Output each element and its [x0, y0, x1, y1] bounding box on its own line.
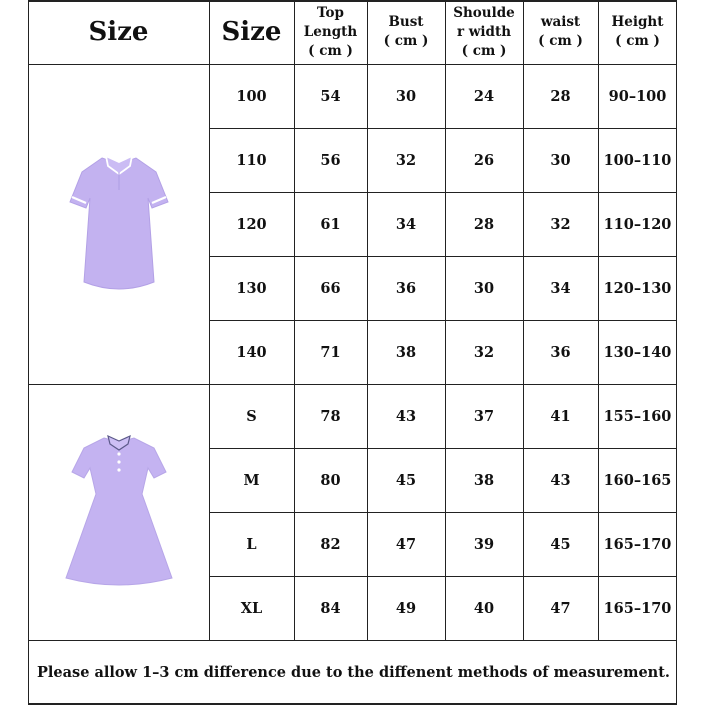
top-length-header-line3: ( cm ) [308, 42, 353, 59]
grid-line-horizontal [209, 512, 677, 513]
waist-cell: 30 [550, 151, 571, 169]
waist-cell: 32 [550, 215, 571, 233]
waist-cell: 34 [550, 279, 571, 297]
bust-cell: 30 [395, 87, 417, 105]
shoulder-cell: 37 [473, 407, 495, 425]
size-cell: L [246, 535, 257, 553]
waist-header-line1: waist [540, 14, 581, 30]
grid-line-horizontal [209, 192, 677, 193]
grid-line-vertical [28, 0, 29, 705]
size-cell: 130 [236, 279, 267, 297]
top-length-cell: 80 [320, 471, 341, 489]
bust-header-line1: Bust [388, 14, 424, 30]
grid-line-horizontal [209, 320, 677, 321]
bust-cell: 34 [395, 215, 417, 233]
grid-line-horizontal [28, 0, 677, 2]
top-length-cell: 56 [320, 151, 341, 169]
size-cell: 110 [236, 151, 267, 169]
shoulder-cell: 39 [473, 535, 495, 553]
waist-cell: 45 [550, 535, 571, 553]
waist-header [523, 0, 598, 64]
height-cell: 160–165 [603, 471, 672, 489]
waist-cell: 47 [550, 599, 571, 617]
grid-line-horizontal [209, 128, 677, 129]
height-cell: 100–110 [603, 151, 672, 169]
height-header-line2: ( cm ) [615, 33, 660, 49]
bust-cell: 43 [395, 407, 417, 425]
height-header-line1: Height [611, 14, 664, 30]
height-cell: 120–130 [603, 279, 672, 297]
top-length-cell: 84 [320, 599, 341, 617]
height-cell: 165–170 [603, 599, 672, 617]
grid-line-horizontal [209, 448, 677, 449]
top-length-cell: 78 [320, 407, 341, 425]
lavender-polo-skater-dress-icon [62, 432, 176, 588]
bust-cell: 38 [395, 343, 417, 361]
shoulder-cell: 38 [473, 471, 495, 489]
size-cell: M [243, 471, 260, 489]
shoulder-cell: 40 [473, 599, 495, 617]
grid-line-vertical [523, 0, 524, 640]
top-length-header-line2: Length [303, 23, 358, 40]
height-cell: 110–120 [603, 215, 672, 233]
grid-line-horizontal [209, 256, 677, 257]
waist-cell: 41 [550, 407, 571, 425]
height-cell: 90–100 [608, 87, 667, 105]
grid-line-vertical [445, 0, 446, 640]
top-length-cell: 66 [320, 279, 341, 297]
grid-line-horizontal [209, 576, 677, 577]
grid-line-vertical [676, 0, 677, 705]
shoulder-cell: 24 [473, 87, 495, 105]
shoulder-header-line1: Shoulde [453, 4, 515, 21]
size-cell: 120 [236, 215, 267, 233]
height-header [598, 0, 677, 64]
bust-header [367, 0, 445, 64]
shoulder-header-line2: r width [456, 23, 512, 40]
shoulder-width-header [445, 0, 523, 64]
shoulder-cell: 26 [473, 151, 495, 169]
shoulder-cell: 30 [473, 279, 495, 297]
size-header-right: Size [221, 17, 282, 47]
size-cell: S [246, 407, 257, 425]
size-header-left: Size [88, 17, 149, 47]
grid-line-vertical [367, 0, 368, 640]
top-length-cell: 82 [320, 535, 341, 553]
waist-cell: 36 [550, 343, 571, 361]
shoulder-cell: 28 [473, 215, 495, 233]
top-length-cell: 61 [320, 215, 341, 233]
grid-line-vertical [598, 0, 599, 640]
size-chart [28, 0, 677, 705]
shoulder-cell: 32 [473, 343, 495, 361]
bust-cell: 45 [395, 471, 417, 489]
bust-cell: 32 [395, 151, 417, 169]
grid-line-vertical [209, 0, 210, 640]
measurement-footnote: Please allow 1–3 cm difference due to the diffenent methods of measurement. [37, 663, 670, 681]
height-cell: 155–160 [603, 407, 672, 425]
shoulder-header-line3: ( cm ) [461, 42, 507, 59]
height-cell: 165–170 [603, 535, 672, 553]
waist-cell: 43 [550, 471, 571, 489]
size-cell: XL [240, 599, 263, 617]
bust-cell: 36 [395, 279, 417, 297]
size-cell: 100 [236, 87, 267, 105]
top-length-header [294, 0, 367, 64]
bust-cell: 47 [395, 535, 417, 553]
bust-header-line2: ( cm ) [383, 33, 429, 49]
height-cell: 130–140 [603, 343, 672, 361]
grid-line-horizontal [28, 384, 677, 385]
top-length-cell: 54 [320, 87, 341, 105]
lavender-polo-tshirt-dress-icon [66, 150, 172, 296]
grid-line-vertical [294, 0, 295, 640]
bust-cell: 49 [395, 599, 417, 617]
waist-cell: 28 [550, 87, 571, 105]
size-cell: 140 [236, 343, 267, 361]
waist-header-line2: ( cm ) [538, 33, 583, 49]
top-length-cell: 71 [320, 343, 341, 361]
grid-line-horizontal [28, 64, 677, 65]
top-length-header-line1: Top [317, 4, 344, 21]
grid-line-horizontal [28, 640, 677, 641]
